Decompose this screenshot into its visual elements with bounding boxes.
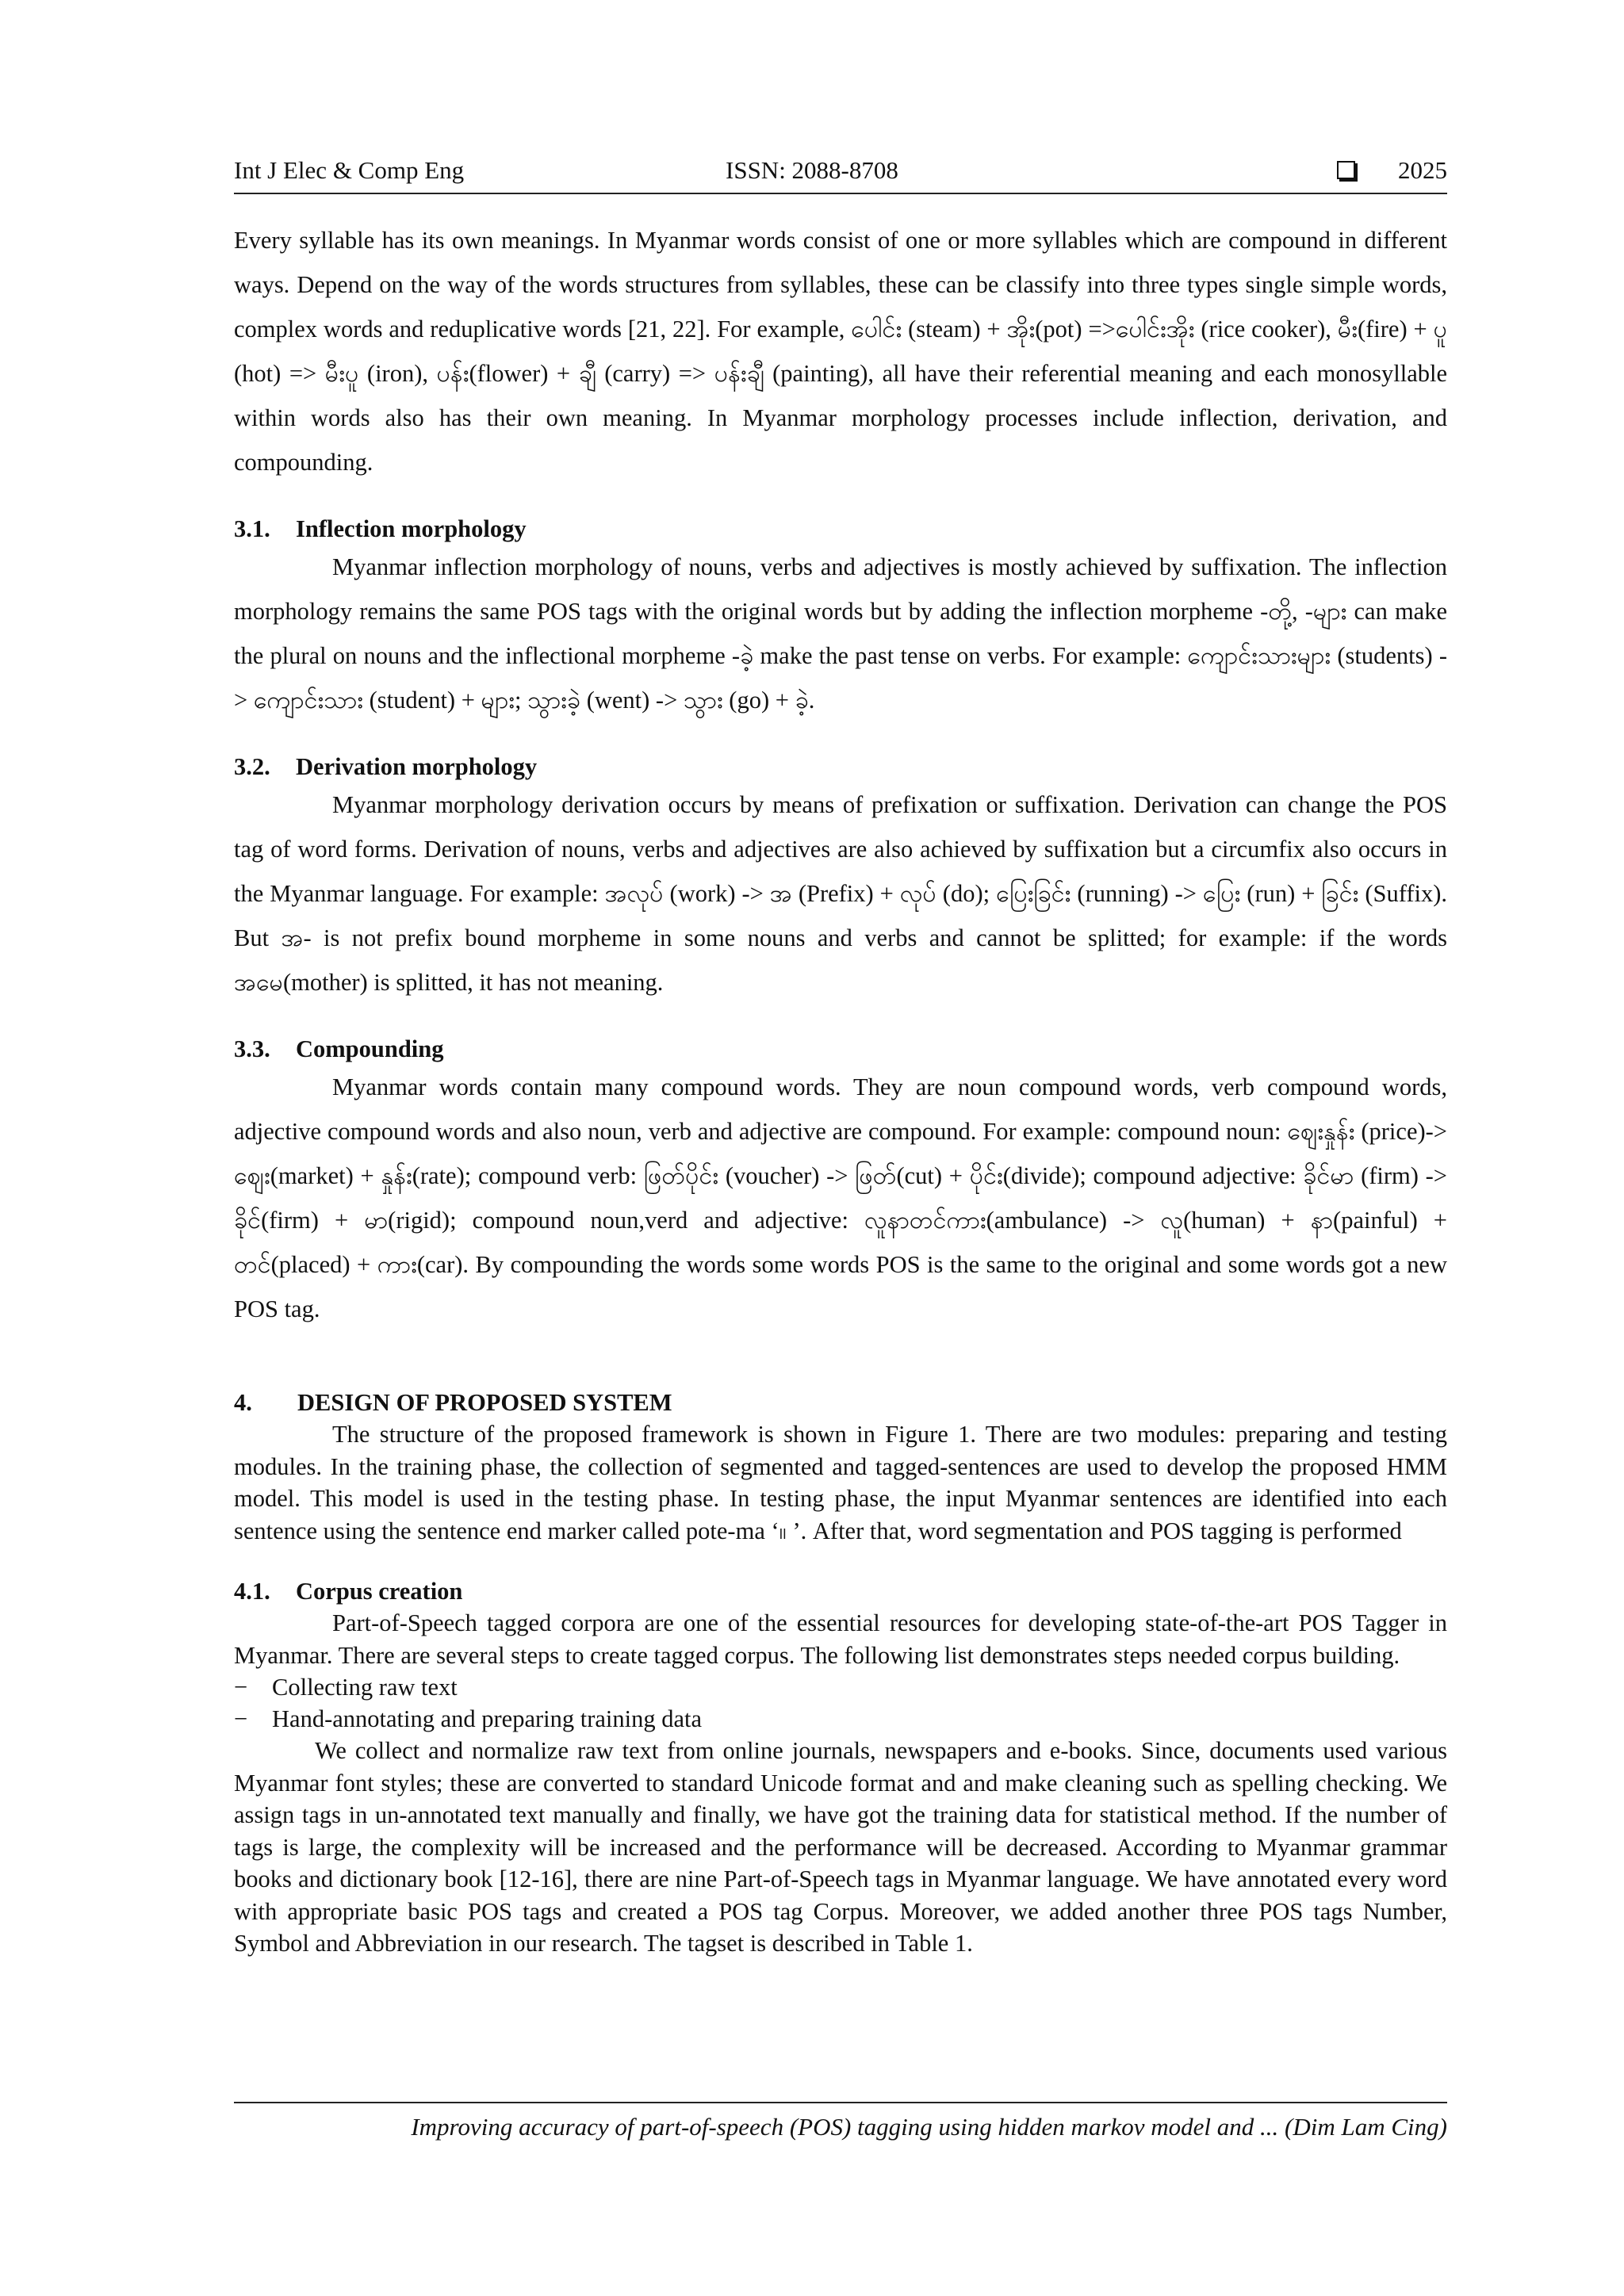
- section-title: Compounding: [296, 1035, 444, 1062]
- section-number: 3.2.: [234, 753, 270, 780]
- section-number: 3.1.: [234, 515, 270, 542]
- square-bullet-icon: [1337, 161, 1355, 179]
- section-3-2-paragraph: Myanmar morphology derivation occurs by means of prefixation or suffixation. Derivation can change the POS tag of word forms. Derivation of nouns, verbs and adjectives are also achieved by suffixation but a circumfix also occurs in the Myanmar language. For example: အလုပ် (work) -> အ (Prefix) + လုပ် (do); ပြေးခြင်း (running) -> ပြေး (run) + ခြင်း (Suffix). But အ- is not prefix bound morpheme in some nouns and verbs and cannot be splitted; for example: if the words အမေ(mother) is splitted, it has not meaning.: [234, 791, 1447, 996]
- section-3-1-heading: [234, 513, 1447, 545]
- section-title: Derivation morphology: [296, 753, 538, 780]
- section-3-2-heading: [234, 751, 1447, 783]
- journal-name: Int J Elec & Comp Eng: [234, 156, 465, 184]
- list-marker: −: [234, 1705, 248, 1732]
- footer-title: Improving accuracy of part-of-speech (POS) tagging using hidden markov model and ... (Dim Lam Cing): [411, 2113, 1447, 2141]
- running-header: [234, 153, 1447, 194]
- list-item: − Collecting raw text: [234, 1671, 1447, 1703]
- section-title: Inflection morphology: [296, 515, 527, 542]
- section-number: 4.1.: [234, 1578, 270, 1605]
- section-3-1-paragraph: Myanmar inflection morphology of nouns, verbs and adjectives is mostly achieved by suffixation. The inflection morphology remains the same POS tags with the original words but by adding the inflection morpheme -တို့, -များ can make the plural on nouns and the inflectional morpheme -ခဲ့ make the past tense on verbs. For example: ကျောင်းသားများ (students) -> ကျောင်းသား (student) + များ; သွားခဲ့ (went) -> သွား (go) + ခဲ့.: [234, 553, 1447, 714]
- section-title: Corpus creation: [296, 1578, 463, 1605]
- article-body: [234, 218, 1447, 1960]
- section-number: 4.: [234, 1389, 252, 1416]
- list-item: − Hand-annotating and preparing training data: [234, 1703, 1447, 1735]
- section-4-1-paragraph: Part-of-Speech tagged corpora are one of the essential resources for developing state-of-the-art POS Tagger in Myanmar. There are several steps to create tagged corpus. The following list demonstrates steps needed corpus building.: [234, 1609, 1447, 1669]
- intro-paragraph: Every syllable has its own meanings. In Myanmar words consist of one or more syllables which are compound in different ways. Depend on the way of the words structures from syllables, these can be classify into three types single simple words, complex words and reduplicative words [21, 22]. For example, ပေါင်း (steam) + အိုး(pot) =>ပေါင်းအိုး (rice cooker), မီး(fire) + ပူ (hot) => မီးပူ (iron), ပန်း(flower) + ချီ (carry) => ပန်းချီ (painting), all have their referential meaning and each monosyllable within words also has their own meaning. In Myanmar morphology processes include inflection, derivation, and compounding.: [234, 227, 1447, 476]
- corpus-steps-list: [234, 1671, 1447, 1735]
- page-number-block: [1337, 153, 1447, 188]
- section-3-3-paragraph: Myanmar words contain many compound words. They are noun compound words, verb compound words, adjective compound words and also noun, verb and adjective are compound. For example: compound noun: ဈေးနှုန်း (price)-> ဈေး(market) + နှုန်း(rate); compound verb: ဖြတ်ပိုင်း (voucher) -> ဖြတ်(cut) + ပိုင်း(divide); compound adjective: ခိုင်မာ (firm) -> ခိုင်(firm) + မာ(rigid); compound noun,verd and adjective: လူနာတင်ကား(ambulance) -> လူ(human) + နာ(painful) + တင်(placed) + ကား(car). By compounding the words some words POS is the same to the original and some words got a new POS tag.: [234, 1073, 1447, 1322]
- issn: ISSN: 2088-8708: [726, 156, 898, 184]
- section-title: DESIGN OF PROPOSED SYSTEM: [297, 1389, 672, 1416]
- section-4-1-heading: [234, 1575, 1447, 1607]
- page-number: 2025: [1398, 156, 1447, 184]
- list-marker: −: [234, 1674, 248, 1701]
- section-4-heading: [234, 1387, 1447, 1418]
- section-number: 3.3.: [234, 1035, 270, 1062]
- section-4-1-paragraph-2: We collect and normalize raw text from online journals, newspapers and e-books. Since, documents used various Myanmar font styles; these are converted to standard Unicode format and and make cleaning such as spelling checking. We assign tags in un-annotated text manually and finally, we have got the training data for statistical method. If the number of tags is large, the complexity will be increased and the performance will be decreased. According to Myanmar grammar books and dictionary book [12-16], there are nine Part-of-Speech tags in Myanmar language. We have annotated every word with appropriate basic POS tags and created a POS tag Corpus. Moreover, we added another three POS tags Number, Symbol and Abbreviation in our research. The tagset is described in Table 1.: [234, 1737, 1447, 1957]
- section-4-paragraph: The structure of the proposed framework is shown in Figure 1. There are two modules: preparing and testing modules. In the training phase, the collection of segmented and tagged-sentences are used to develop the proposed HMM model. This model is used in the testing phase. In testing phase, the input Myanmar sentences are identified into each sentence using the sentence end marker called pote-ma ‘။ ’. After that, word segmentation and POS tagging is performed: [234, 1421, 1447, 1544]
- section-3-3-heading: [234, 1033, 1447, 1065]
- running-footer: [234, 2102, 1447, 2143]
